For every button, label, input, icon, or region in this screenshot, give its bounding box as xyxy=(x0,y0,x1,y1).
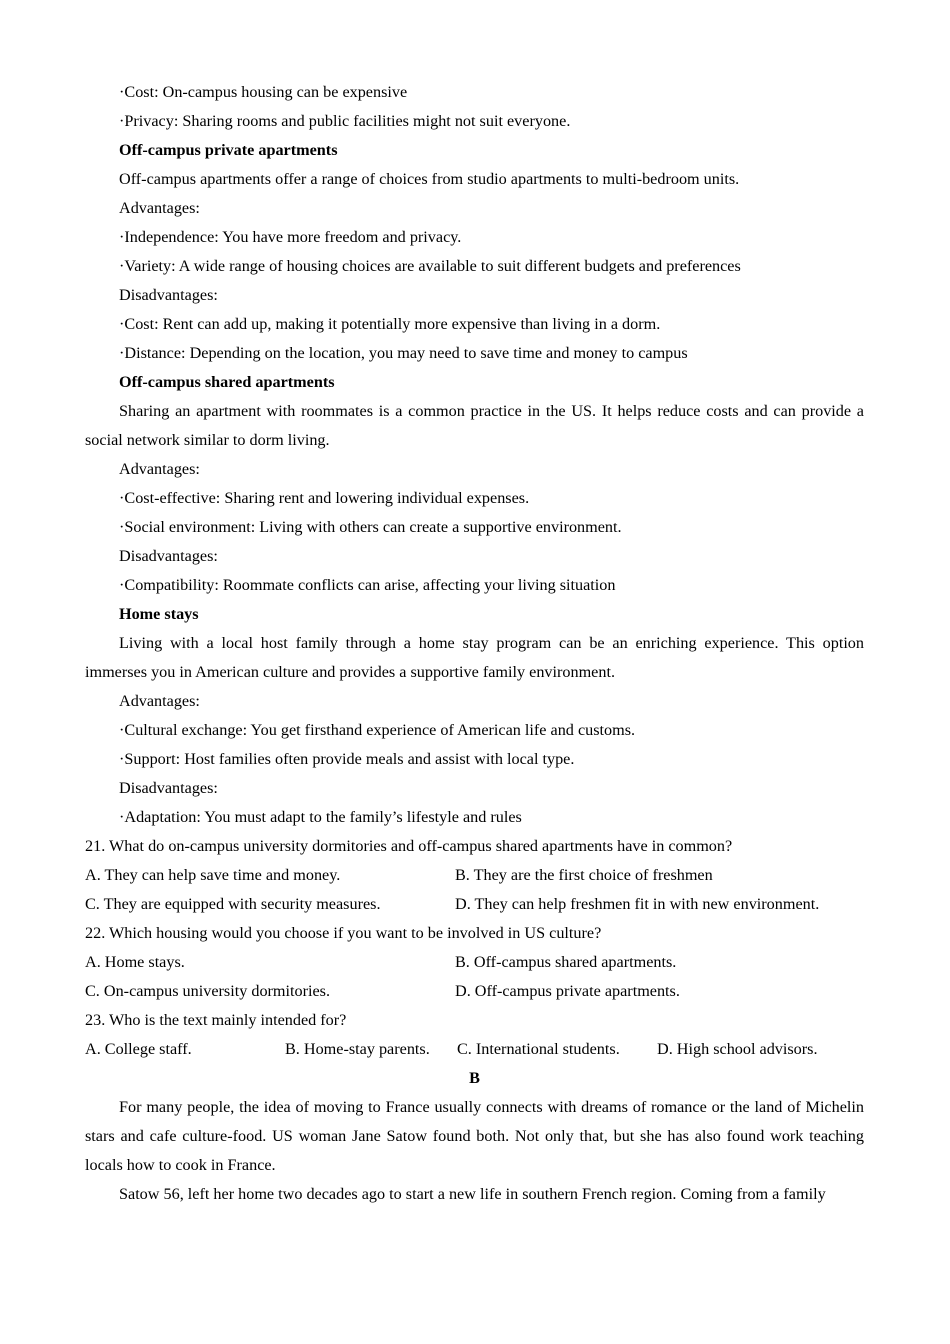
question-22-option-c[interactable]: C. On-campus university dormitories. xyxy=(85,982,331,1000)
bullet-variety: ·Variety: A wide range of housing choices are available to suit different budgets and preferences xyxy=(119,257,741,275)
question-22-options-row-1 xyxy=(85,948,864,977)
intro-off-campus-shared-apartments: Sharing an apartment with roommates is a common practice in the US. It helps reduce costs and can provide a social network similar to dorm living. xyxy=(85,402,864,449)
question-23-option-b[interactable]: B. Home-stay parents. xyxy=(285,1040,430,1058)
bullet-compatibility: ·Compatibility: Roommate conflicts can arise, affecting your living situation xyxy=(119,576,616,594)
label-disadvantages-2: Disadvantages: xyxy=(119,547,218,565)
passage-b-paragraph-1: For many people, the idea of moving to France usually connects with dreams of romance or the land of Michelin stars and cafe culture-food. US woman Jane Satow found both. Not only that, but she has also found work teaching locals how to cook in France. xyxy=(85,1098,864,1174)
question-21-options-row-1 xyxy=(85,861,864,890)
bullet-cultural-exchange: ·Cultural exchange: You get firsthand experience of American life and customs. xyxy=(119,721,636,739)
heading-off-campus-private-apartments: Off-campus private apartments xyxy=(119,141,338,159)
question-22-option-b[interactable]: B. Off-campus shared apartments. xyxy=(455,953,677,971)
heading-home-stays: Home stays xyxy=(119,605,199,623)
heading-off-campus-shared-apartments: Off-campus shared apartments xyxy=(119,373,335,391)
question-22-options-row-2 xyxy=(85,977,864,1006)
question-21-options-row-2 xyxy=(85,890,864,919)
question-21-stem: 21. What do on-campus university dormitories and off-campus shared apartments have in common? xyxy=(85,837,733,855)
label-advantages-1: Advantages: xyxy=(119,199,200,217)
page-content xyxy=(85,78,864,1209)
question-23-option-d[interactable]: D. High school advisors. xyxy=(657,1040,818,1058)
label-advantages-2: Advantages: xyxy=(119,460,200,478)
question-21-option-b[interactable]: B. They are the first choice of freshmen xyxy=(455,866,713,884)
question-23-option-a[interactable]: A. College staff. xyxy=(85,1040,192,1058)
question-22-stem: 22. Which housing would you choose if you want to be involved in US culture? xyxy=(85,924,602,942)
bullet-adaptation: ·Adaptation: You must adapt to the family’s lifestyle and rules xyxy=(119,808,522,826)
question-23-stem: 23. Who is the text mainly intended for? xyxy=(85,1011,347,1029)
intro-off-campus-private-apartments: Off-campus apartments offer a range of choices from studio apartments to multi-bedroom units. xyxy=(119,170,740,188)
intro-home-stays: Living with a local host family through a home stay program can be an enriching experience. This option immerses you in American culture and provides a supportive family environment. xyxy=(85,634,864,681)
question-21-option-c[interactable]: C. They are equipped with security measures. xyxy=(85,895,381,913)
question-22-option-a[interactable]: A. Home stays. xyxy=(85,953,185,971)
question-22-option-d[interactable]: D. Off-campus private apartments. xyxy=(455,982,680,1000)
bullet-cost-effective: ·Cost-effective: Sharing rent and lowering individual expenses. xyxy=(119,489,530,507)
bullet-cost-on-campus: ·Cost: On-campus housing can be expensive xyxy=(119,83,408,101)
label-advantages-3: Advantages: xyxy=(119,692,200,710)
passage-b-header: B xyxy=(469,1069,480,1087)
bullet-distance: ·Distance: Depending on the location, you may need to save time and money to campus xyxy=(119,344,688,362)
bullet-social-environment: ·Social environment: Living with others can create a supportive environment. xyxy=(119,518,622,536)
label-disadvantages-1: Disadvantages: xyxy=(119,286,218,304)
question-21-option-a[interactable]: A. They can help save time and money. xyxy=(85,866,341,884)
label-disadvantages-3: Disadvantages: xyxy=(119,779,218,797)
bullet-support: ·Support: Host families often provide meals and assist with local type. xyxy=(119,750,575,768)
bullet-independence: ·Independence: You have more freedom and privacy. xyxy=(119,228,462,246)
bullet-privacy: ·Privacy: Sharing rooms and public facilities might not suit everyone. xyxy=(119,112,571,130)
question-23-option-c[interactable]: C. International students. xyxy=(457,1040,620,1058)
question-21-option-d[interactable]: D. They can help freshmen fit in with new environment. xyxy=(455,895,820,913)
question-23-options-row xyxy=(85,1035,864,1064)
passage-b-paragraph-2: Satow 56, left her home two decades ago to start a new life in southern French region. Coming from a family xyxy=(119,1185,826,1203)
bullet-cost-rent: ·Cost: Rent can add up, making it potentially more expensive than living in a dorm. xyxy=(119,315,661,333)
